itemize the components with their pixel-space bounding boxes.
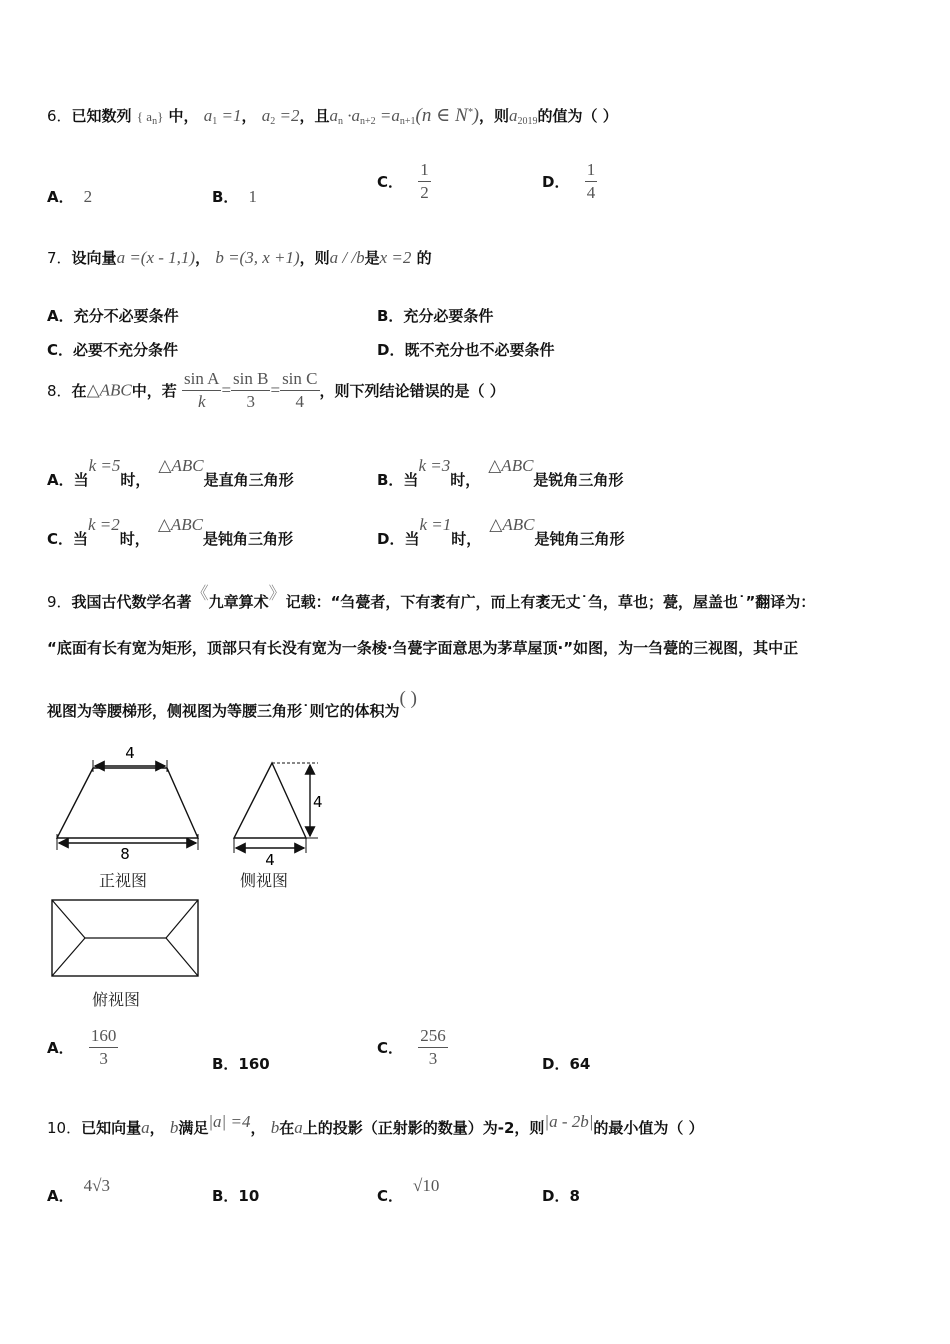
q7-condition: x =2: [379, 248, 412, 267]
q8-option-b[interactable]: B．当k =3时，△ABC是锐角三角形: [377, 456, 624, 489]
q10-vector-a-2: a: [294, 1118, 303, 1137]
q10-option-d[interactable]: D．8: [542, 1187, 580, 1205]
q8-triangle: △ABC: [86, 380, 132, 400]
q8-option-c[interactable]: C．当k =2时，△ABC是钝角三角形: [47, 515, 294, 548]
q9-text-2: 记载：“刍甍者，下有袤有广，而上有袤无丈˙刍，草也；甍，屋盖也˙”翻译为：: [285, 593, 816, 611]
q9-option-c-fraction: $\frac{256}{3}$: [420, 1026, 446, 1068]
front-view-caption: 正视图: [99, 871, 148, 890]
q10-expression: |a - 2b|: [544, 1112, 594, 1131]
q9-three-view-figure: [40, 738, 340, 1018]
q10-text-1: 已知向量: [81, 1119, 142, 1137]
q10-vector-b: b: [169, 1118, 179, 1137]
q6-option-b-value: 1: [248, 187, 257, 206]
q6-recurrence: $a_n \cdot a_{n+2} =a_{n+1}(n$ ∈ N*): [329, 105, 479, 127]
q7-stem: [47, 247, 432, 268]
q8-option-b-triangle: △ABC: [488, 456, 534, 475]
q6-stem: [47, 104, 618, 127]
q10-option-a-value: 4√3: [83, 1176, 110, 1195]
q8-option-d[interactable]: D．当k =1时，△ABC是钝角三角形: [377, 515, 625, 548]
q8-option-a-triangle: △ABC: [158, 456, 204, 475]
q10-vector-a: a: [141, 1118, 150, 1137]
q8-number: 8．: [47, 382, 72, 400]
front-top-label: 4: [125, 744, 135, 762]
q7-option-b[interactable]: B．充分必要条件: [377, 307, 494, 325]
q6-option-c-fraction: $\frac{1}{2}$: [420, 160, 429, 202]
q6-option-b[interactable]: B． 1: [212, 187, 257, 206]
q10-number: 10．: [47, 1119, 82, 1137]
q8-text-2: 中，若: [131, 382, 177, 400]
q8-fraction-c: $\frac{\text{sin C}}{4}$: [282, 369, 318, 411]
q6-option-d-fraction: $\frac{1}{4}$: [586, 160, 596, 202]
q6-option-a[interactable]: A． 2: [47, 187, 93, 206]
q7-vector-a: a =(x - 1,1): [116, 248, 196, 267]
q6-target: $a_{2019}$: [508, 106, 538, 127]
q9-book-title: 九章算术: [208, 593, 269, 611]
q8-equals-1: =: [221, 380, 232, 400]
q8-option-d-triangle: △ABC: [489, 515, 535, 534]
q9-option-c[interactable]: C． $\frac{256}{3}$: [377, 1026, 446, 1068]
q7-parallel: a / /b: [329, 248, 365, 267]
q9-option-a-fraction: $\frac{160}{3}$: [90, 1026, 117, 1068]
q9-option-d[interactable]: D．64: [542, 1055, 591, 1073]
q6-text-1: 已知数列: [71, 107, 132, 125]
q10-text-6: 的最小值为（ ）: [593, 1119, 704, 1137]
q9-stem-line-2: “底面有长有宽为矩形，顶部只有长没有宽为一条棱·刍甍字面意思为茅草屋顶·”如图，为一刍甍的三视图，其中正: [47, 639, 799, 657]
q6-comma: ，: [241, 107, 257, 125]
q7-option-d[interactable]: D．既不充分也不必要条件: [377, 341, 555, 359]
front-bottom-label: 8: [120, 845, 130, 863]
q9-book-open: 《: [191, 584, 209, 603]
q6-option-c[interactable]: C． $\frac{1}{2}$: [377, 160, 429, 202]
q8-fraction-b: $\frac{\text{sin B}}{3}$: [233, 369, 269, 411]
q7-option-a[interactable]: A．充分不必要条件: [47, 307, 179, 325]
q9-stem-line-3: [47, 688, 417, 722]
q6-a2: $a_2 =2$: [261, 106, 300, 127]
q8-option-b-k: k =3: [418, 456, 451, 475]
q8-option-a[interactable]: A．当k =5时，△ABC是直角三角形: [47, 456, 294, 489]
top-view-rectangle: [52, 900, 198, 976]
q6-option-a-value: 2: [83, 187, 93, 206]
q10-stem: [47, 1112, 704, 1138]
q10-text-4: 在: [279, 1119, 295, 1137]
q8-option-c-k: k =2: [88, 515, 120, 534]
q9-answer-paren: ( ): [399, 688, 417, 709]
q10-text-5: 上的投影（正射影的数量）为-2，则: [302, 1119, 545, 1137]
q7-text-3: 是: [364, 249, 380, 267]
q6-number: 6．: [47, 107, 72, 125]
top-view-caption: 俯视图: [92, 990, 141, 1009]
q8-text-3: ，则下列结论错误的是（ ）: [319, 382, 505, 400]
q9-stem-line-1: [47, 584, 816, 612]
q6-text-3: ，且: [299, 107, 330, 125]
side-bottom-label: 4: [265, 851, 275, 869]
q8-text-1: 在: [71, 382, 87, 400]
q9-number: 9．: [47, 593, 72, 611]
q8-stem: [47, 368, 505, 413]
side-view-caption: 侧视图: [240, 871, 289, 890]
q6-a1: $a_1 =1$: [203, 106, 242, 127]
q10-option-c[interactable]: C．√10: [377, 1176, 440, 1205]
q7-vector-b: b =(3, x +1): [215, 248, 300, 267]
q10-text-3: ，: [250, 1119, 266, 1137]
q10-option-c-value: √10: [413, 1176, 440, 1195]
q10-vector-b-2: b: [270, 1118, 280, 1137]
q9-option-b[interactable]: B．160: [212, 1055, 270, 1073]
front-view-trapezoid: [57, 760, 198, 850]
q7-text-2: ，则: [299, 249, 330, 267]
q9-book-close: 》: [268, 584, 286, 603]
q8-equals-2: =: [270, 380, 281, 400]
q10-text-2: 满足: [178, 1119, 209, 1137]
q8-fraction-a: $\frac{\text{sin A}}{k}$: [184, 369, 220, 411]
q7-text-1: 设向量: [71, 249, 117, 267]
q8-option-a-k: k =5: [88, 456, 121, 475]
side-height-label: 4: [313, 793, 323, 811]
q7-text-4: 的: [411, 249, 432, 267]
q9-option-a[interactable]: A． $\frac{160}{3}$: [47, 1026, 117, 1068]
side-view-triangle: [234, 763, 318, 853]
q6-text-5: 的值为（ ）: [537, 107, 618, 125]
q7-option-c[interactable]: C．必要不充分条件: [47, 341, 179, 359]
q10-abs-a: |a| =4: [208, 1112, 251, 1131]
q9-text-3: 视图为等腰梯形，侧视图为等腰三角形˙则它的体积为: [47, 702, 400, 720]
q7-comma: ，: [195, 249, 211, 267]
q8-option-c-triangle: △ABC: [157, 515, 203, 534]
q6-text-2: 中，: [168, 107, 199, 125]
q7-number: 7．: [47, 249, 72, 267]
q6-seq: { $a_n$}: [136, 109, 164, 127]
q9-text-1: 我国古代数学名著: [71, 593, 192, 611]
q6-option-d[interactable]: D． $\frac{1}{4}$: [542, 160, 596, 202]
q10-option-b[interactable]: B．10: [212, 1187, 260, 1205]
q6-text-4: ，则: [478, 107, 509, 125]
q10-option-a[interactable]: A．4√3: [47, 1176, 110, 1205]
q8-option-d-k: k =1: [419, 515, 452, 534]
q10-comma: ，: [149, 1119, 165, 1137]
